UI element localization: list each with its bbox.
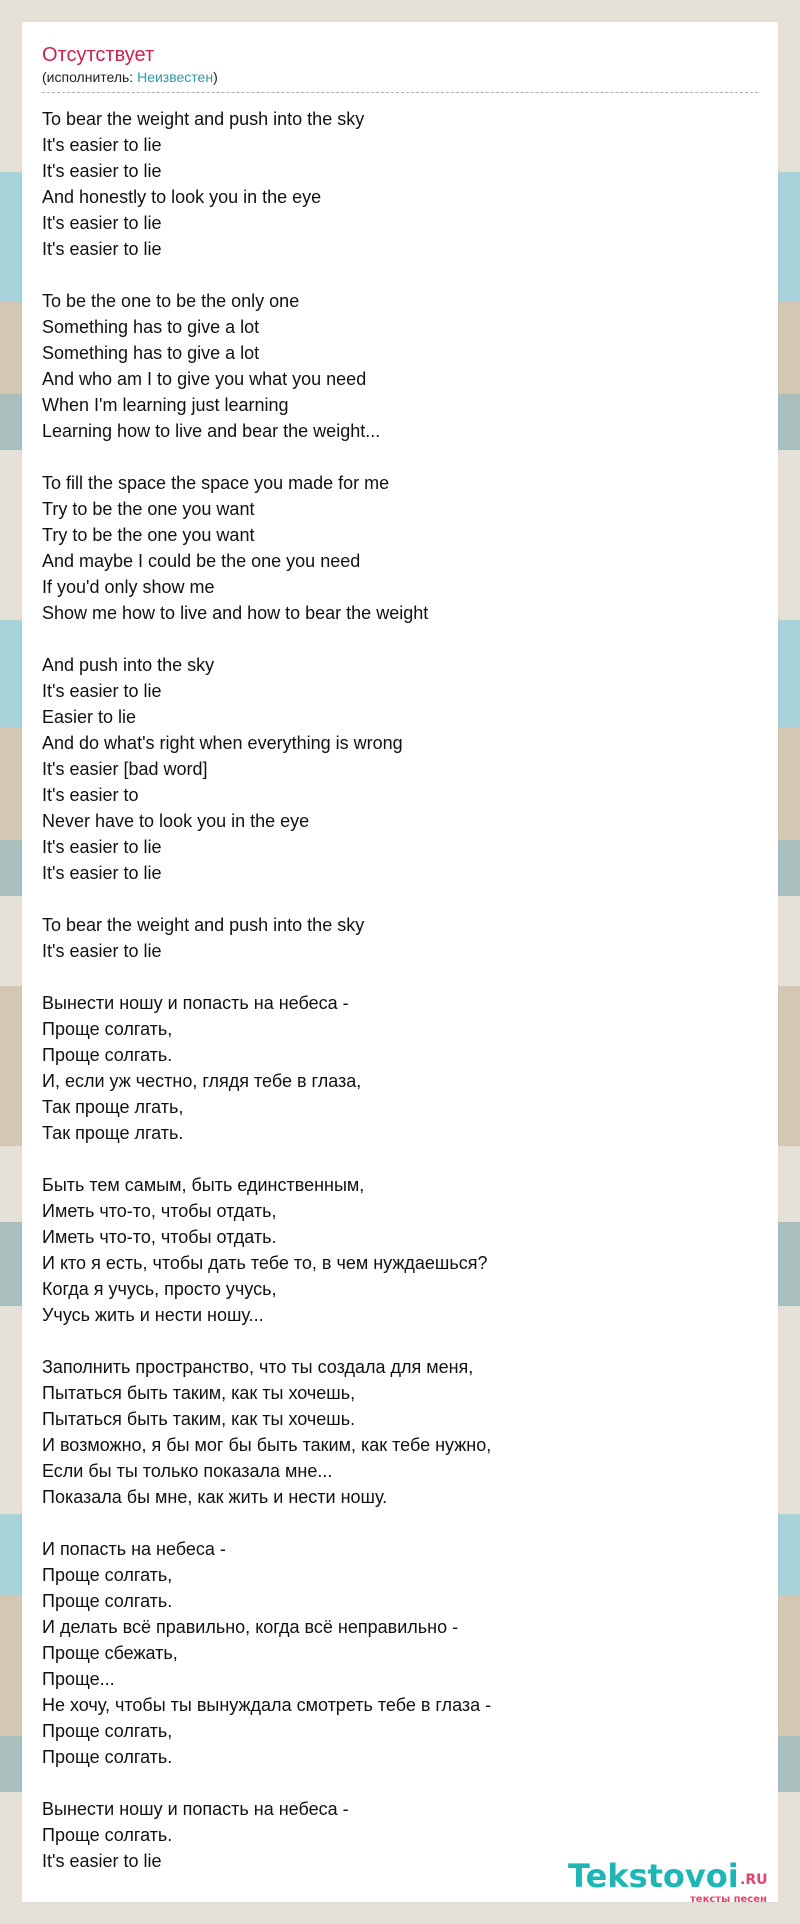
- lyric-line: Когда я учусь, просто учусь,: [42, 1279, 277, 1299]
- lyric-line: Show me how to live and how to bear the weight: [42, 603, 429, 623]
- lyric-line: Не хочу, чтобы ты вынуждала смотреть тебе в глаза -: [42, 1695, 492, 1715]
- lyric-line: And honestly to look you in the eye: [42, 187, 322, 207]
- lyric-line: И кто я есть, чтобы дать тебе то, в чем нуждаешься?: [42, 1253, 488, 1273]
- song-title: Отсутствует: [42, 44, 155, 66]
- lyric-line: Быть тем самым, быть единственным,: [42, 1175, 365, 1195]
- logo-wordmark: Tekstovoi: [568, 1857, 739, 1895]
- lyric-line: Показала бы мне, как жить и нести ношу.: [42, 1487, 388, 1507]
- lyric-line: It's easier to lie: [42, 681, 162, 701]
- lyric-line: Иметь что-то, чтобы отдать.: [42, 1227, 277, 1247]
- lyric-line: Something has to give a lot: [42, 317, 260, 337]
- artist-link[interactable]: Неизвестен: [137, 69, 214, 85]
- stanza-gap: [42, 1146, 758, 1172]
- lyric-line: И попасть на небеса -: [42, 1539, 226, 1559]
- lyric-line: Если бы ты только показала мне...: [42, 1461, 333, 1481]
- lyrics-card: [22, 22, 778, 1905]
- lyric-line: Never have to look you in the eye: [42, 811, 310, 831]
- stanza-gap: [42, 444, 758, 470]
- lyric-line: It's easier to lie: [42, 941, 162, 961]
- header-divider: [42, 92, 758, 93]
- lyric-line: Так проще лгать.: [42, 1123, 184, 1143]
- lyric-line: Проще солгать,: [42, 1565, 173, 1585]
- lyric-line: Something has to give a lot: [42, 343, 260, 363]
- subtitle-prefix: (исполнитель:: [42, 69, 138, 85]
- lyric-line: Проще солгать.: [42, 1045, 173, 1065]
- lyric-line: It's easier to lie: [42, 1851, 162, 1871]
- lyric-line: Заполнить пространство, что ты создала для меня,: [42, 1357, 474, 1377]
- lyric-line: Проще...: [42, 1669, 115, 1689]
- lyric-line: И делать всё правильно, когда всё неправильно -: [42, 1617, 459, 1637]
- lyric-line: It's easier [bad word]: [42, 759, 208, 779]
- lyric-line: Проще солгать,: [42, 1019, 173, 1039]
- lyric-line: And who am I to give you what you need: [42, 369, 367, 389]
- stanza-gap: [42, 1770, 758, 1796]
- lyric-line: Проще солгать.: [42, 1591, 173, 1611]
- lyric-line: И возможно, я бы мог бы быть таким, как тебе нужно,: [42, 1435, 492, 1455]
- lyric-line: It's easier to: [42, 785, 139, 805]
- lyric-line: It's easier to lie: [42, 161, 162, 181]
- lyric-line: Easier to lie: [42, 707, 137, 727]
- lyric-line: Учусь жить и нести ношу...: [42, 1305, 264, 1325]
- lyric-line: Try to be the one you want: [42, 525, 255, 545]
- stanza-gap: [42, 1510, 758, 1536]
- stanza-gap: [42, 626, 758, 652]
- lyric-line: И, если уж честно, глядя тебе в глаза,: [42, 1071, 362, 1091]
- lyric-line: It's easier to lie: [42, 837, 162, 857]
- lyric-line: Вынести ношу и попасть на небеса -: [42, 1799, 349, 1819]
- lyric-line: To be the one to be the only one: [42, 291, 300, 311]
- lyric-line: Try to be the one you want: [42, 499, 255, 519]
- lyric-line: It's easier to lie: [42, 239, 162, 259]
- song-header: [42, 42, 758, 86]
- lyric-line: To bear the weight and push into the sky: [42, 915, 365, 935]
- lyric-line: To fill the space the space you made for me: [42, 473, 390, 493]
- lyric-line: And maybe I could be the one you need: [42, 551, 361, 571]
- lyric-line: Иметь что-то, чтобы отдать,: [42, 1201, 277, 1221]
- lyric-line: Проще солгать,: [42, 1721, 173, 1741]
- song-subtitle: [42, 68, 758, 86]
- lyric-line: Вынести ношу и попасть на небеса -: [42, 993, 349, 1013]
- stanza-gap: [42, 262, 758, 288]
- lyric-line: When I'm learning just learning: [42, 395, 289, 415]
- subtitle-suffix: ): [213, 69, 218, 85]
- lyric-line: Пытаться быть таким, как ты хочешь.: [42, 1409, 356, 1429]
- logo-tagline: тексты песен: [690, 1894, 767, 1905]
- lyric-line: If you'd only show me: [42, 577, 215, 597]
- lyric-line: Проще солгать.: [42, 1825, 173, 1845]
- lyric-line: Так проще лгать,: [42, 1097, 184, 1117]
- lyric-line: Проще сбежать,: [42, 1643, 178, 1663]
- lyric-line: Пытаться быть таким, как ты хочешь,: [42, 1383, 356, 1403]
- lyric-line: It's easier to lie: [42, 135, 162, 155]
- stanza-gap: [42, 886, 758, 912]
- lyric-line: Learning how to live and bear the weight...: [42, 421, 381, 441]
- lyric-line: It's easier to lie: [42, 863, 162, 883]
- stanza-gap: [42, 964, 758, 990]
- lyric-line: It's easier to lie: [42, 213, 162, 233]
- lyrics-text: [42, 106, 758, 1874]
- site-logo[interactable]: [568, 1858, 778, 1908]
- lyric-line: And do what's right when everything is wrong: [42, 733, 403, 753]
- lyric-line: Проще солгать.: [42, 1747, 173, 1767]
- lyric-line: To bear the weight and push into the sky: [42, 109, 365, 129]
- lyric-line: And push into the sky: [42, 655, 215, 675]
- stanza-gap: [42, 1328, 758, 1354]
- logo-tld: .RU: [740, 1872, 768, 1888]
